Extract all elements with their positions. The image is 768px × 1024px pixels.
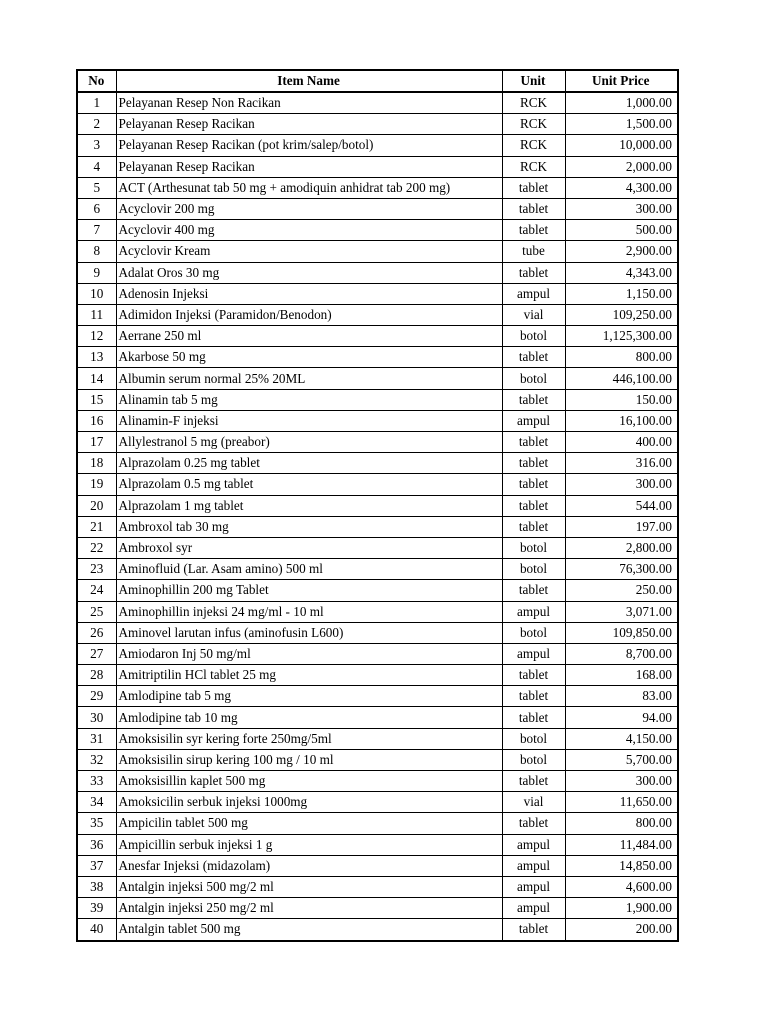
row-number-cell[interactable]: 25 <box>77 601 116 622</box>
header-item-name[interactable]: Item Name <box>116 70 502 92</box>
row-number-cell[interactable]: 40 <box>77 919 116 941</box>
table-row <box>77 771 678 792</box>
table-row <box>77 177 678 198</box>
unit-price-cell[interactable]: 8,700.00 <box>565 643 678 664</box>
header-unit-price[interactable]: Unit Price <box>565 70 678 92</box>
unit-cell[interactable]: ampul <box>502 643 565 664</box>
unit-cell[interactable]: tablet <box>502 432 565 453</box>
table-row <box>77 135 678 156</box>
unit-price-cell[interactable]: 3,071.00 <box>565 601 678 622</box>
unit-price-cell[interactable]: 76,300.00 <box>565 559 678 580</box>
table-row <box>77 114 678 135</box>
item-name-cell[interactable]: Alprazolam 0.5 mg tablet <box>116 474 502 495</box>
unit-cell[interactable]: vial <box>502 304 565 325</box>
table-row <box>77 516 678 537</box>
unit-price-cell[interactable]: 109,250.00 <box>565 304 678 325</box>
unit-cell[interactable]: ampul <box>502 601 565 622</box>
row-number-cell[interactable]: 1 <box>77 92 116 114</box>
row-number-cell[interactable]: 35 <box>77 813 116 834</box>
table-row <box>77 834 678 855</box>
row-number-cell[interactable]: 12 <box>77 326 116 347</box>
table-row <box>77 92 678 114</box>
row-number-cell[interactable]: 22 <box>77 537 116 558</box>
item-name-cell[interactable]: Akarbose 50 mg <box>116 347 502 368</box>
unit-price-cell[interactable]: 300.00 <box>565 771 678 792</box>
table-row <box>77 876 678 897</box>
item-name-cell[interactable]: Pelayanan Resep Racikan <box>116 156 502 177</box>
unit-cell[interactable]: tablet <box>502 686 565 707</box>
item-name-cell[interactable]: Amiodaron Inj 50 mg/ml <box>116 643 502 664</box>
table-row <box>77 707 678 728</box>
row-number-cell[interactable]: 36 <box>77 834 116 855</box>
unit-cell[interactable]: ampul <box>502 855 565 876</box>
item-name-cell[interactable]: Aerrane 250 ml <box>116 326 502 347</box>
unit-price-cell[interactable]: 2,000.00 <box>565 156 678 177</box>
table-row <box>77 410 678 431</box>
unit-cell[interactable]: botol <box>502 537 565 558</box>
item-name-cell[interactable]: Aminophillin injeksi 24 mg/ml - 10 ml <box>116 601 502 622</box>
unit-cell[interactable]: botol <box>502 326 565 347</box>
table-row <box>77 580 678 601</box>
item-name-cell[interactable]: Amoksisilin sirup kering 100 mg / 10 ml <box>116 749 502 770</box>
item-name-cell[interactable]: Acyclovir 200 mg <box>116 198 502 219</box>
item-name-cell[interactable]: Amoksisillin kaplet 500 mg <box>116 771 502 792</box>
row-number-cell[interactable]: 23 <box>77 559 116 580</box>
item-name-cell[interactable]: Alprazolam 1 mg tablet <box>116 495 502 516</box>
unit-cell[interactable]: tablet <box>502 516 565 537</box>
unit-price-cell[interactable]: 200.00 <box>565 919 678 941</box>
item-name-cell[interactable]: Anesfar Injeksi (midazolam) <box>116 855 502 876</box>
item-name-cell[interactable]: ACT (Arthesunat tab 50 mg + amodiquin anhidrat tab 200 mg) <box>116 177 502 198</box>
item-name-cell[interactable]: Antalgin injeksi 500 mg/2 ml <box>116 876 502 897</box>
table-row <box>77 898 678 919</box>
row-number-cell[interactable]: 9 <box>77 262 116 283</box>
table-row <box>77 326 678 347</box>
table-header <box>77 70 678 92</box>
unit-price-cell[interactable]: 316.00 <box>565 453 678 474</box>
row-number-cell[interactable]: 19 <box>77 474 116 495</box>
unit-price-cell[interactable]: 16,100.00 <box>565 410 678 431</box>
item-name-cell[interactable]: Antalgin injeksi 250 mg/2 ml <box>116 898 502 919</box>
row-number-cell[interactable]: 16 <box>77 410 116 431</box>
item-name-cell[interactable]: Acyclovir 400 mg <box>116 220 502 241</box>
row-number-cell[interactable]: 17 <box>77 432 116 453</box>
unit-price-cell[interactable]: 10,000.00 <box>565 135 678 156</box>
unit-cell[interactable]: ampul <box>502 834 565 855</box>
table-row <box>77 601 678 622</box>
unit-cell[interactable]: tablet <box>502 453 565 474</box>
unit-cell[interactable]: tablet <box>502 813 565 834</box>
unit-price-cell[interactable]: 400.00 <box>565 432 678 453</box>
unit-price-cell[interactable]: 1,150.00 <box>565 283 678 304</box>
unit-price-cell[interactable]: 500.00 <box>565 220 678 241</box>
unit-cell[interactable]: ampul <box>502 898 565 919</box>
unit-cell[interactable]: tablet <box>502 220 565 241</box>
item-name-cell[interactable]: Aminophillin 200 mg Tablet <box>116 580 502 601</box>
item-name-cell[interactable]: Aminofluid (Lar. Asam amino) 500 ml <box>116 559 502 580</box>
unit-cell[interactable]: botol <box>502 749 565 770</box>
item-name-cell[interactable]: Amoksisilin syr kering forte 250mg/5ml <box>116 728 502 749</box>
unit-price-cell[interactable]: 11,650.00 <box>565 792 678 813</box>
table-row <box>77 453 678 474</box>
unit-price-cell[interactable]: 1,500.00 <box>565 114 678 135</box>
item-name-cell[interactable]: Allylestranol 5 mg (preabor) <box>116 432 502 453</box>
row-number-cell[interactable]: 10 <box>77 283 116 304</box>
table-row <box>77 304 678 325</box>
unit-cell[interactable]: botol <box>502 622 565 643</box>
item-name-cell[interactable]: Pelayanan Resep Racikan (pot krim/salep/botol) <box>116 135 502 156</box>
row-number-cell[interactable]: 34 <box>77 792 116 813</box>
unit-cell[interactable]: tablet <box>502 177 565 198</box>
row-number-cell[interactable]: 24 <box>77 580 116 601</box>
row-number-cell[interactable]: 38 <box>77 876 116 897</box>
row-number-cell[interactable]: 39 <box>77 898 116 919</box>
unit-cell[interactable]: tablet <box>502 665 565 686</box>
item-name-cell[interactable]: Alinamin-F injeksi <box>116 410 502 431</box>
unit-price-cell[interactable]: 300.00 <box>565 474 678 495</box>
unit-price-cell[interactable]: 83.00 <box>565 686 678 707</box>
unit-cell[interactable]: tablet <box>502 771 565 792</box>
table-row <box>77 559 678 580</box>
row-number-cell[interactable]: 20 <box>77 495 116 516</box>
table-row <box>77 728 678 749</box>
item-name-cell[interactable]: Ampicilin tablet 500 mg <box>116 813 502 834</box>
table-row <box>77 432 678 453</box>
unit-cell[interactable]: tablet <box>502 919 565 941</box>
item-name-cell[interactable]: Acyclovir Kream <box>116 241 502 262</box>
row-number-cell[interactable]: 8 <box>77 241 116 262</box>
unit-cell[interactable]: RCK <box>502 92 565 114</box>
unit-cell[interactable]: tablet <box>502 262 565 283</box>
row-number-cell[interactable]: 28 <box>77 665 116 686</box>
table-row <box>77 686 678 707</box>
item-name-cell[interactable]: Alprazolam 0.25 mg tablet <box>116 453 502 474</box>
unit-price-cell[interactable]: 4,343.00 <box>565 262 678 283</box>
row-number-cell[interactable]: 2 <box>77 114 116 135</box>
header-row <box>77 70 678 92</box>
unit-cell[interactable]: tablet <box>502 198 565 219</box>
table-row <box>77 220 678 241</box>
item-name-cell[interactable]: Adalat Oros 30 mg <box>116 262 502 283</box>
table-row <box>77 474 678 495</box>
unit-price-cell[interactable]: 544.00 <box>565 495 678 516</box>
item-name-cell[interactable]: Aminovel larutan infus (aminofusin L600) <box>116 622 502 643</box>
row-number-cell[interactable]: 29 <box>77 686 116 707</box>
item-name-cell[interactable]: Pelayanan Resep Racikan <box>116 114 502 135</box>
unit-price-cell[interactable]: 300.00 <box>565 198 678 219</box>
item-name-cell[interactable]: Ambroxol tab 30 mg <box>116 516 502 537</box>
row-number-cell[interactable]: 27 <box>77 643 116 664</box>
row-number-cell[interactable]: 11 <box>77 304 116 325</box>
table-row <box>77 855 678 876</box>
item-name-cell[interactable]: Amlodipine tab 10 mg <box>116 707 502 728</box>
row-number-cell[interactable]: 21 <box>77 516 116 537</box>
row-number-cell[interactable]: 6 <box>77 198 116 219</box>
row-number-cell[interactable]: 5 <box>77 177 116 198</box>
unit-price-cell[interactable]: 446,100.00 <box>565 368 678 389</box>
unit-cell[interactable]: ampul <box>502 283 565 304</box>
table-row <box>77 389 678 410</box>
unit-cell[interactable]: tablet <box>502 389 565 410</box>
unit-price-cell[interactable]: 168.00 <box>565 665 678 686</box>
unit-price-cell[interactable]: 4,150.00 <box>565 728 678 749</box>
unit-price-cell[interactable]: 800.00 <box>565 813 678 834</box>
item-name-cell[interactable]: Amoksicilin serbuk injeksi 1000mg <box>116 792 502 813</box>
row-number-cell[interactable]: 31 <box>77 728 116 749</box>
item-name-cell[interactable]: Adenosin Injeksi <box>116 283 502 304</box>
header-unit[interactable]: Unit <box>502 70 565 92</box>
table-row <box>77 495 678 516</box>
unit-price-cell[interactable]: 1,900.00 <box>565 898 678 919</box>
item-name-cell[interactable]: Pelayanan Resep Non Racikan <box>116 92 502 114</box>
table-body <box>77 92 678 941</box>
unit-cell[interactable]: botol <box>502 559 565 580</box>
item-name-cell[interactable]: Ambroxol syr <box>116 537 502 558</box>
unit-cell[interactable]: botol <box>502 368 565 389</box>
item-name-cell[interactable]: Ampicillin serbuk injeksi 1 g <box>116 834 502 855</box>
unit-price-cell[interactable]: 2,900.00 <box>565 241 678 262</box>
unit-cell[interactable]: tablet <box>502 707 565 728</box>
row-number-cell[interactable]: 14 <box>77 368 116 389</box>
unit-cell[interactable]: ampul <box>502 876 565 897</box>
item-name-cell[interactable]: Adimidon Injeksi (Paramidon/Benodon) <box>116 304 502 325</box>
item-name-cell[interactable]: Amitriptilin HCl tablet 25 mg <box>116 665 502 686</box>
table-row <box>77 813 678 834</box>
unit-price-cell[interactable]: 150.00 <box>565 389 678 410</box>
table-row <box>77 919 678 941</box>
table-row <box>77 283 678 304</box>
unit-cell[interactable]: tablet <box>502 474 565 495</box>
unit-price-cell[interactable]: 250.00 <box>565 580 678 601</box>
unit-cell[interactable]: tablet <box>502 347 565 368</box>
header-no[interactable]: No <box>77 70 116 92</box>
unit-cell[interactable]: RCK <box>502 156 565 177</box>
table-row <box>77 622 678 643</box>
price-table <box>76 69 679 942</box>
row-number-cell[interactable]: 32 <box>77 749 116 770</box>
row-number-cell[interactable]: 15 <box>77 389 116 410</box>
unit-price-cell[interactable]: 1,000.00 <box>565 92 678 114</box>
table-row <box>77 665 678 686</box>
table-row <box>77 368 678 389</box>
table-row <box>77 643 678 664</box>
table-row <box>77 198 678 219</box>
unit-price-cell[interactable]: 14,850.00 <box>565 855 678 876</box>
row-number-cell[interactable]: 18 <box>77 453 116 474</box>
unit-price-cell[interactable]: 11,484.00 <box>565 834 678 855</box>
table-row <box>77 792 678 813</box>
unit-cell[interactable]: vial <box>502 792 565 813</box>
unit-price-cell[interactable]: 800.00 <box>565 347 678 368</box>
unit-price-cell[interactable]: 2,800.00 <box>565 537 678 558</box>
item-name-cell[interactable]: Alinamin tab 5 mg <box>116 389 502 410</box>
unit-cell[interactable]: ampul <box>502 410 565 431</box>
unit-price-cell[interactable]: 94.00 <box>565 707 678 728</box>
table-row <box>77 537 678 558</box>
unit-cell[interactable]: tablet <box>502 495 565 516</box>
row-number-cell[interactable]: 13 <box>77 347 116 368</box>
unit-price-cell[interactable]: 5,700.00 <box>565 749 678 770</box>
table-row <box>77 347 678 368</box>
row-number-cell[interactable]: 26 <box>77 622 116 643</box>
unit-cell[interactable]: RCK <box>502 135 565 156</box>
row-number-cell[interactable]: 3 <box>77 135 116 156</box>
item-name-cell[interactable]: Amlodipine tab 5 mg <box>116 686 502 707</box>
table-row <box>77 262 678 283</box>
unit-cell[interactable]: botol <box>502 728 565 749</box>
unit-price-cell[interactable]: 1,125,300.00 <box>565 326 678 347</box>
unit-cell[interactable]: tube <box>502 241 565 262</box>
unit-cell[interactable]: RCK <box>502 114 565 135</box>
item-name-cell[interactable]: Antalgin tablet 500 mg <box>116 919 502 941</box>
table-row <box>77 749 678 770</box>
unit-price-cell[interactable]: 4,600.00 <box>565 876 678 897</box>
unit-price-cell[interactable]: 197.00 <box>565 516 678 537</box>
row-number-cell[interactable]: 4 <box>77 156 116 177</box>
item-name-cell[interactable]: Albumin serum normal 25% 20ML <box>116 368 502 389</box>
unit-price-cell[interactable]: 109,850.00 <box>565 622 678 643</box>
row-number-cell[interactable]: 37 <box>77 855 116 876</box>
table-row <box>77 241 678 262</box>
table-row <box>77 156 678 177</box>
row-number-cell[interactable]: 7 <box>77 220 116 241</box>
row-number-cell[interactable]: 30 <box>77 707 116 728</box>
unit-price-cell[interactable]: 4,300.00 <box>565 177 678 198</box>
row-number-cell[interactable]: 33 <box>77 771 116 792</box>
unit-cell[interactable]: tablet <box>502 580 565 601</box>
